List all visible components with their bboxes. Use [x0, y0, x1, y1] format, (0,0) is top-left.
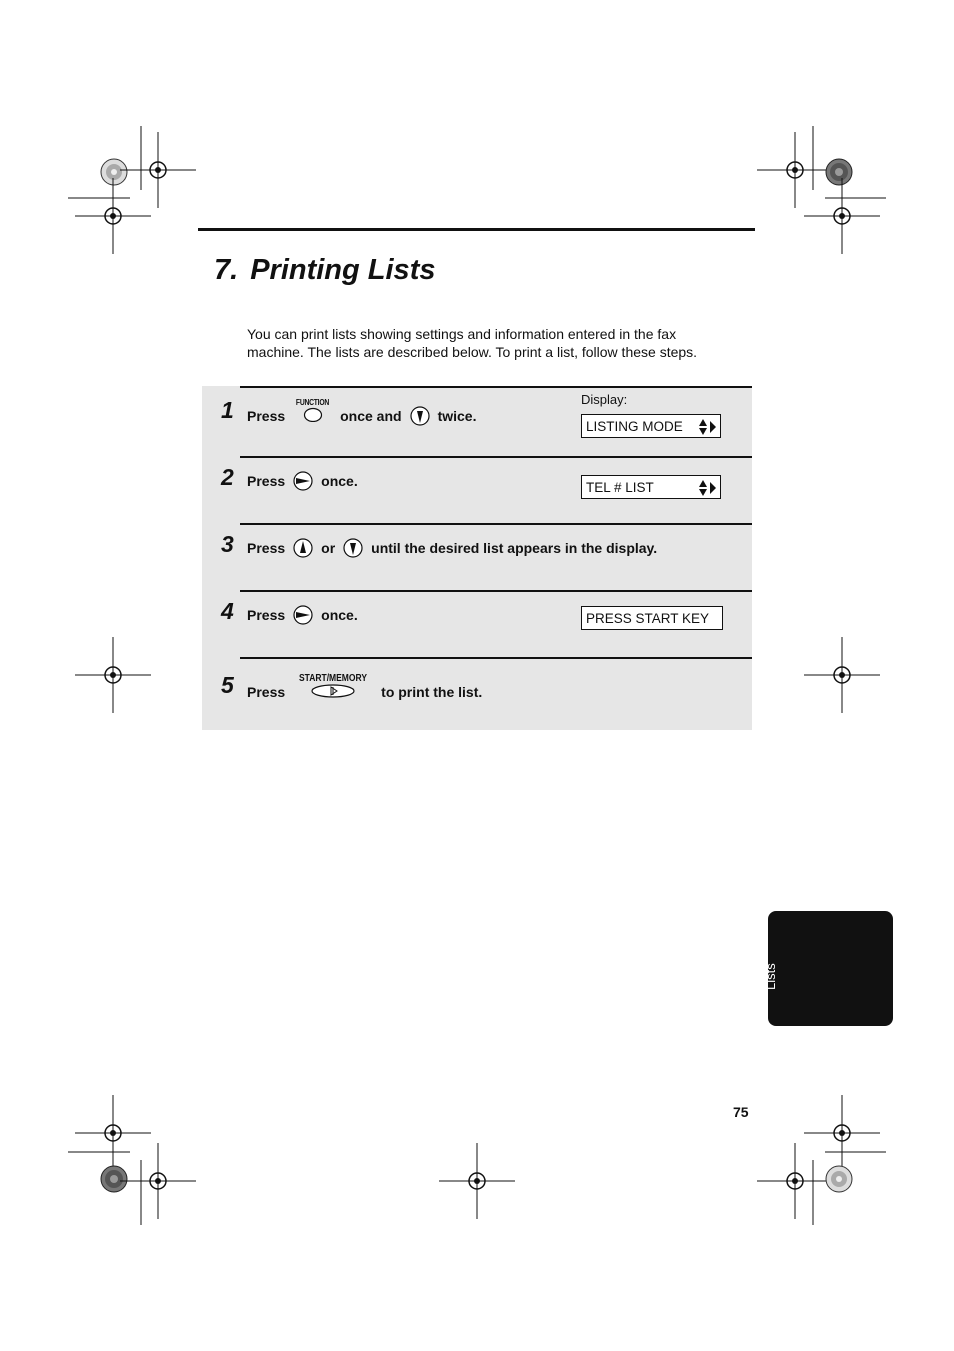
display-readout: [581, 414, 721, 438]
step-number: 5: [221, 672, 234, 698]
step-1-instruction: [247, 398, 477, 428]
step-text: until the desired list appears in the display.: [371, 540, 658, 556]
step-number: 1: [221, 397, 234, 423]
header-rule: [198, 228, 755, 231]
step-number: 4: [221, 598, 234, 624]
down-arrow-key-icon: [410, 406, 430, 426]
start-memory-key-icon: [293, 673, 373, 698]
step-text: Press: [247, 607, 286, 623]
up-arrow-key-icon: [293, 538, 313, 558]
step-text: once.: [321, 473, 358, 489]
display-text: TEL # LIST: [586, 479, 654, 495]
step-4-instruction: [247, 605, 358, 625]
step-number: 2: [221, 464, 234, 490]
display-readout: [581, 475, 721, 499]
display-text: PRESS START KEY: [586, 610, 710, 626]
step-text: to print the list.: [381, 683, 483, 700]
step-5-instruction: [247, 673, 483, 704]
up-down-right-arrows-icon: [699, 418, 717, 436]
chapter-tab-label: [748, 894, 778, 1004]
start-memory-key-label: START/MEMORY: [299, 673, 368, 684]
step-divider: [240, 657, 752, 659]
step-divider: [240, 456, 752, 458]
function-key-label: FUNCTION: [296, 398, 330, 407]
step-text: twice.: [437, 408, 477, 424]
down-arrow-key-icon: [343, 538, 363, 558]
step-2-instruction: [247, 471, 358, 491]
right-arrow-key-icon: [293, 471, 313, 491]
display-text: LISTING MODE: [586, 418, 683, 434]
intro-paragraph: You can print lists showing settings and information entered in the fax machine. The lists are described below. To print a list, follow these steps.: [247, 326, 698, 360]
function-key-icon: [293, 398, 332, 422]
display-label: Display:: [581, 392, 628, 407]
step-text: once and: [340, 408, 402, 424]
step-number: 3: [221, 531, 234, 557]
step-text: Press: [247, 408, 286, 424]
step-text: once.: [321, 607, 358, 623]
step-divider: [240, 590, 752, 592]
right-arrow-key-icon: [293, 605, 313, 625]
step-text: Press: [247, 683, 286, 700]
step-divider: [240, 523, 752, 525]
step-text: or: [321, 540, 336, 556]
steps-panel: [202, 386, 752, 730]
section-number: 7.: [214, 254, 239, 286]
step-3-instruction: [247, 538, 657, 558]
step-text: Press: [247, 473, 286, 489]
page-title: [214, 254, 435, 287]
section-title: Printing Lists: [250, 254, 436, 286]
step-divider: [240, 386, 752, 388]
chapter-tab: [748, 911, 893, 1026]
display-readout: [581, 606, 723, 630]
page-number: 75: [733, 1104, 749, 1120]
chapter-tab-line: 7. Printing: [748, 945, 763, 1004]
step-text: Press: [247, 540, 286, 556]
chapter-tab-line: Lists: [763, 963, 778, 990]
up-down-right-arrows-icon: [699, 479, 717, 497]
